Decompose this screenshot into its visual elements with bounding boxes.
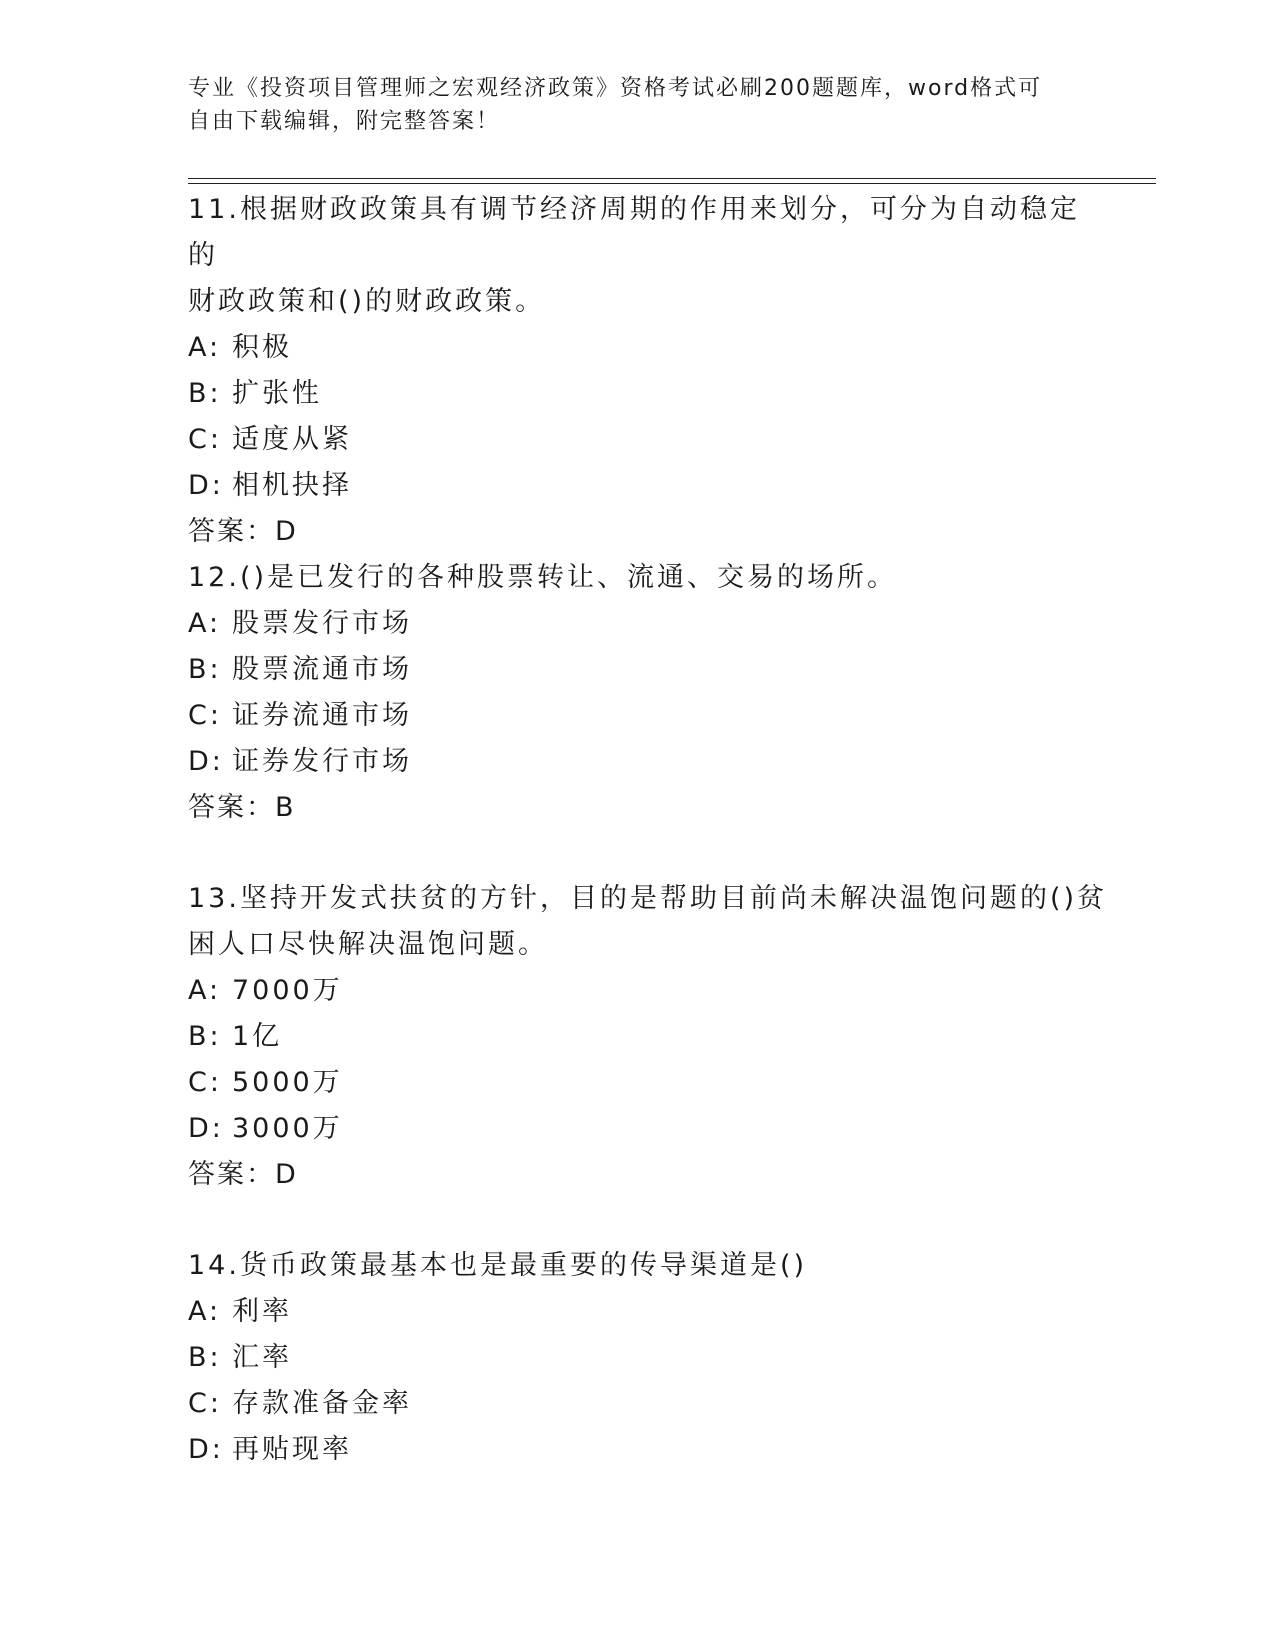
option-d [188, 463, 1108, 509]
document-header [188, 72, 1068, 138]
question-stem-line-1: 14.货币政策最基本也是最重要的传导渠道是() [188, 1250, 808, 1281]
option-b [188, 371, 1108, 417]
option-letter: B: [188, 378, 222, 409]
question-12 [188, 555, 1108, 831]
option-text: 利率 [232, 1296, 292, 1327]
option-a [188, 968, 1108, 1014]
option-c [188, 693, 1108, 739]
option-letter: B: [188, 1342, 222, 1373]
header-line-1: 专业《投资项目管理师之宏观经济政策》资格考试必刷200题题库，word格式可 [188, 76, 1043, 101]
option-c [188, 1381, 1108, 1427]
header-line-2: 自由下载编辑，附完整答案！ [188, 109, 501, 134]
option-b [188, 647, 1108, 693]
question-14 [188, 1243, 1108, 1473]
option-letter: A: [188, 332, 222, 363]
option-letter: A: [188, 608, 222, 639]
header-rule-bottom [188, 183, 1156, 184]
option-text: 汇率 [232, 1342, 292, 1373]
question-13 [188, 876, 1108, 1198]
option-letter: D: [188, 746, 224, 777]
option-letter: A: [188, 975, 222, 1006]
option-c [188, 1060, 1108, 1106]
question-stem-line-1: 12.()是已发行的各种股票转让、流通、交易的场所。 [188, 562, 898, 593]
option-d [188, 739, 1108, 785]
option-text: 证券流通市场 [232, 700, 412, 731]
header-rule-top [188, 178, 1156, 179]
option-d [188, 1427, 1108, 1473]
question-stem-line-1: 11.根据财政政策具有调节经济周期的作用来划分，可分为自动稳定的 [188, 194, 1080, 271]
option-text: 3000万 [232, 1113, 343, 1144]
option-text: 股票发行市场 [232, 608, 412, 639]
option-a [188, 601, 1108, 647]
option-text: 7000万 [232, 975, 343, 1006]
option-letter: B: [188, 1021, 222, 1052]
option-letter: D: [188, 1113, 224, 1144]
option-text: 证券发行市场 [232, 746, 412, 777]
option-text: 相机抉择 [232, 470, 352, 501]
option-a [188, 1289, 1108, 1335]
answer: 答案：D [188, 1159, 298, 1190]
question-stem-line-2: 财政政策和()的财政政策。 [188, 286, 546, 317]
option-letter: D: [188, 470, 224, 501]
option-letter: A: [188, 1296, 222, 1327]
option-letter: C: [188, 1388, 222, 1419]
option-c [188, 417, 1108, 463]
option-b [188, 1014, 1108, 1060]
option-text: 积极 [232, 332, 292, 363]
option-d [188, 1106, 1108, 1152]
option-letter: C: [188, 424, 222, 455]
option-text: 股票流通市场 [232, 654, 412, 685]
question-stem-line-1: 13.坚持开发式扶贫的方针，目的是帮助目前尚未解决温饱问题的()贫 [188, 883, 1108, 914]
option-text: 适度从紧 [232, 424, 352, 455]
answer: 答案：B [188, 792, 296, 823]
option-b [188, 1335, 1108, 1381]
option-letter: C: [188, 1067, 222, 1098]
question-stem-line-2: 困人口尽快解决温饱问题。 [188, 929, 548, 960]
option-letter: C: [188, 700, 222, 731]
option-text: 存款准备金率 [232, 1388, 412, 1419]
option-letter: B: [188, 654, 222, 685]
option-text: 再贴现率 [232, 1434, 352, 1465]
answer: 答案：D [188, 516, 298, 547]
option-a [188, 325, 1108, 371]
option-text: 5000万 [232, 1067, 343, 1098]
option-letter: D: [188, 1434, 224, 1465]
question-11 [188, 187, 1108, 555]
option-text: 扩张性 [232, 378, 322, 409]
option-text: 1亿 [232, 1021, 283, 1052]
